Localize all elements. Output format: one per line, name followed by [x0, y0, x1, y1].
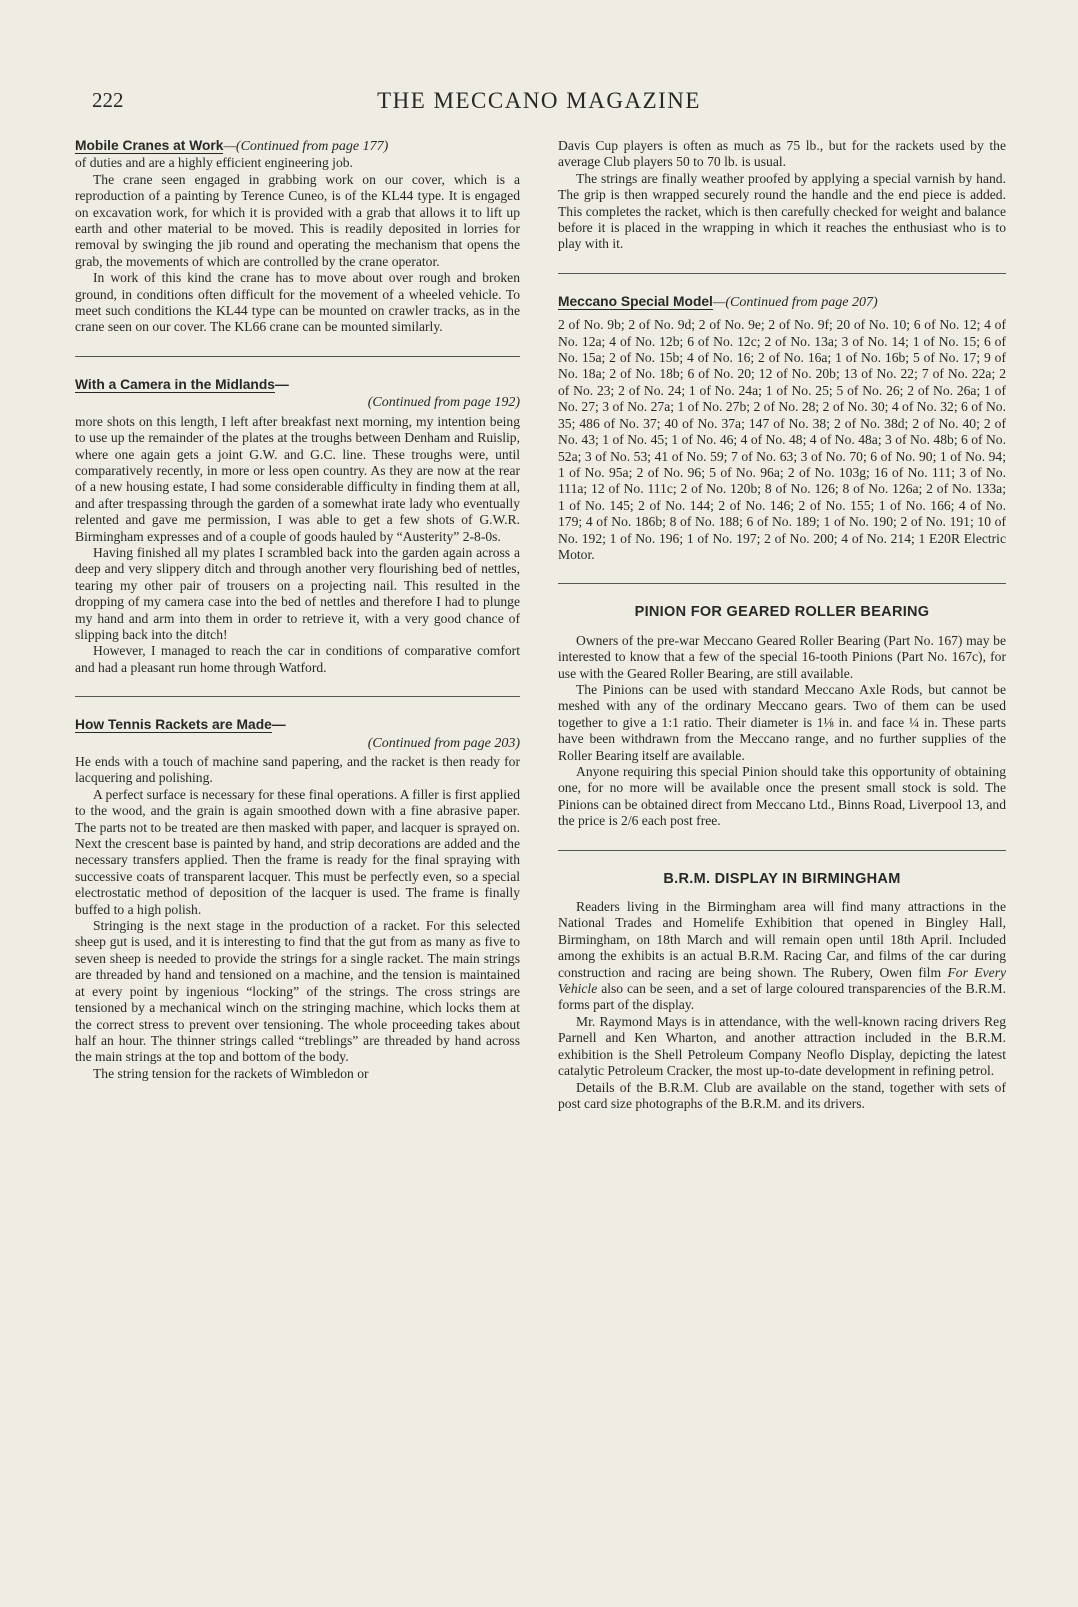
paragraph: Stringing is the next stage in the production of a racket. For this selected sheep gut is used, and it is interesting to find that the gut from as many as five to seven sheep is needed to provide the strings for a single racket. The main strings are threaded by hand and tensioned on a machine, and the tension is maintained at every point by ingenious “locking” of the strings. The cross strings are tensioned by a mechanical winch on the stringing machine, which locks them at the correct stress to prevent over tensioning. The whole proceeding takes about half an hour. The thinner strings called “treblings” are threaded by hand across the main strings at the top and bottom of the body.: [75, 918, 520, 1065]
continued-note: —(Continued from page 207): [712, 294, 878, 310]
paragraph-text: also can be seen, and a set of large coloured transparencies of the B.R.M. forms part of the display.: [558, 981, 1007, 1013]
paragraph: The crane seen engaged in grabbing work on our cover, which is a reproduction of a painting by Terence Cuneo, is of the KL44 type. It is engaged on excavation work, for which it is provided with a grab that allows it to lift up earth and other material to be moved. This is readily deposited in lorries for removal by swinging the jib round and operating the mechanism that opens the grab, the movements of which are controlled by the crane operator.: [75, 171, 520, 269]
magazine-title: THE MECCANO MAGAZINE: [377, 88, 701, 113]
parts-list: 2 of No. 9b; 2 of No. 9d; 2 of No. 9e; 2 of No. 9f; 20 of No. 10; 6 of No. 12; 4 of No. 12a; 4 of No. 12b; 6 of No. 12c; 2 of No. 13a; 3 of No. 14; 1 of No. 15; 6 of No. 15a; 2 of No. 15b; 4 of No. 16; 2 of No. 16a; 1 of No. 16b; 5 of No. 17; 9 of No. 18a; 2 of No. 18b; 6 of No. 20; 12 of No. 20b; 13 of No. 22; 7 of No. 22a; 2 of No. 23; 2 of No. 24; 1 of No. 24a; 1 of No. 25; 5 of No. 26; 2 of No. 26a; 1 of No. 27; 3 of No. 27a; 1 of No. 27b; 2 of No. 28; 2 of No. 30; 4 of No. 32; 6 of No. 35; 486 of No. 37; 40 of No. 37a; 147 of No. 38; 2 of No. 38d; 2 of No. 40; 2 of No. 43; 1 of No. 45; 1 of No. 46; 4 of No. 48; 4 of No. 48a; 3 of No. 48b; 6 of No. 52a; 3 of No. 53; 41 of No. 59; 7 of No. 63; 3 of No. 70; 6 of No. 90; 1 of No. 94; 1 of No. 95a; 2 of No. 96; 5 of No. 96a; 2 of No. 103g; 16 of No. 111; 3 of No. 111a; 12 of No. 111c; 2 of No. 120b; 8 of No. 126; 8 of No. 126a; 2 of No. 133a; 1 of No. 145; 2 of No. 144; 2 of No. 146; 2 of No. 155; 1 of No. 166; 4 of No. 179; 4 of No. 186b; 8 of No. 188; 6 of No. 189; 1 of No. 190; 2 of No. 191; 10 of No. 192; 1 of No. 196; 1 of No. 197; 2 of No. 200; 4 of No. 214; 1 E20R Electric Motor.: [558, 317, 1006, 562]
paragraph: However, I managed to reach the car in conditions of comparative comfort and had a pleasant run home through Watford.: [75, 643, 520, 675]
paragraph-text: Readers living in the Birmingham area will find many attractions in the National Trades and Homelife Exhibition that opened in Bingley Hall, Birmingham, on 18th March and will remain open until 18th April. Included among the exhibits is an actual B.R.M. Racing Car, and films of the car during construction and racing are being shown. The Rubery, Owen film: [558, 899, 1006, 980]
section-divider: [558, 850, 1006, 851]
article-tennis-continued: [558, 138, 1006, 253]
paragraph: Having finished all my plates I scrambled back into the garden again across a deep and very slippery ditch and through another very flourishing bed of nettles, tearing my other pair of trousers on a projecting nail. This resulted in the dropping of my camera case into the bed of nettles and therefore I had to plunge my hand and arm into them in order to retrieve it, with a very good chance of slipping back into the ditch!: [75, 544, 520, 642]
section-title: How Tennis Rackets are Made: [75, 717, 272, 733]
paragraph: Mr. Raymond Mays is in attendance, with the well-known racing drivers Reg Parnell and Ken Wharton, and another attraction included in the B.R.M. exhibition is the Shell Petroleum Company Neoflo Display, depicting the latest catalytic Petroleum Cracker, the most up-to-date development in refining petrol.: [558, 1013, 1006, 1079]
section-heading: [75, 138, 520, 155]
article-mobile-cranes: [75, 138, 520, 336]
paragraph: Anyone requiring this special Pinion should take this opportunity of obtaining one, for no more will be available once the present small stock is sold. The Pinions can be obtained direct from Meccano Ltd., Binns Road, Liverpool 13, and the price is 2/6 each post free.: [558, 764, 1006, 829]
paragraph: Owners of the pre-war Meccano Geared Roller Bearing (Part No. 167) may be interested to know that a few of the special 16-tooth Pinions (Part No. 167c), for use with the Geared Roller Bearing, are still available.: [558, 632, 1006, 681]
paragraph: Davis Cup players is often as much as 75 lb., but for the rackets used by the average Club players 50 to 70 lb. is usual.: [558, 138, 1006, 170]
continued-note: (Continued from page 192): [367, 395, 520, 411]
paragraph: The strings are finally weather proofed by applying a special varnish by hand. The grip is then wrapped securely round the handle and the end piece is added. This completes the racket, which is then carefully checked for weight and balance before it is placed in the wrapping in which it reaches the enthusiast who is to play with it.: [558, 170, 1006, 252]
paragraph: of duties and are a highly efficient engineering job.: [75, 155, 353, 171]
page-number: 222: [92, 88, 124, 112]
continued-note: (Continued from page 203): [367, 735, 520, 751]
section-divider: [75, 696, 520, 697]
article-camera-midlands: [75, 377, 520, 676]
paragraph: In work of this kind the crane has to move about over rough and broken ground, in conditions often difficult for the movement of a wheeled vehicle. To meet such conditions the KL44 type can be mounted on crawler tracks, as in the crane seen on our cover. The KL66 crane can be mounted similarly.: [75, 270, 520, 335]
section-divider: [558, 273, 1006, 274]
film-title: For Every Vehicle: [558, 964, 1007, 997]
article-special-model: [558, 294, 1006, 564]
page-header: [0, 88, 1078, 122]
article-tennis-rackets: [75, 717, 520, 1082]
section-divider: [558, 583, 1006, 584]
paragraph: He ends with a touch of machine sand papering, and the racket is then ready for lacquering and polishing.: [75, 754, 520, 786]
paragraph: The Pinions can be used with standard Meccano Axle Rods, but cannot be meshed with any of the ordinary Meccano gears. Two of them can be used together to give a 1:1 ratio. Their diameter is 1⅛ in. and face ¼ in. These parts have been withdrawn from the Meccano range, and no further supplies of the Roller Bearing itself are available.: [558, 681, 1006, 763]
section-heading: [558, 294, 1006, 311]
paragraph: Details of the B.R.M. Club are available on the stand, together with sets of post card size photographs of the B.R.M. and its drivers.: [558, 1079, 1006, 1111]
section-divider: [75, 356, 520, 357]
paragraph: [558, 899, 1006, 1014]
heading-dash: —: [274, 376, 289, 392]
right-column: [558, 138, 1006, 1112]
paragraph: more shots on this length, I left after breakfast next morning, my intention being to use up the remainder of the plates at the troughs between Denham and Ruislip, where one again gets a joint G.W. and G.C. line. These troughs were, until comparatively recently, in more or less open country. As they are now at the rear of a new housing estate, I had some considerable difficulty in finding them at all, and after trespassing through the garden of a somewhat irate lady who eventually relented and gave me permission, I was able to get a few shots of G.W.R. Birmingham expresses and of a couple of goods hauled by “Austerity” 2-8-0s.: [75, 413, 520, 544]
left-column: [75, 138, 520, 1082]
section-title: B.R.M. DISPLAY IN BIRMINGHAM: [663, 870, 901, 887]
section-heading: [75, 717, 520, 733]
section-title: Mobile Cranes at Work: [75, 138, 224, 153]
paragraph: The string tension for the rackets of Wimbledon or: [93, 1065, 369, 1081]
continued-note: —(Continued from page 177): [223, 139, 389, 154]
article-pinion: [558, 604, 1006, 829]
heading-dash: —: [271, 717, 286, 733]
section-heading: [75, 377, 520, 393]
article-brm: [558, 871, 1006, 1113]
section-title: With a Camera in the Midlands: [75, 376, 275, 392]
section-title: PINION FOR GEARED ROLLER BEARING: [634, 604, 930, 621]
paragraph: A perfect surface is necessary for these final operations. A filler is first applied to the wood, and the grain is again smoothed down with a fine abrasive paper. The parts not to be treated are then masked with paper, and lacquer is sprayed on. Next the crescent base is painted by hand, and strip decorations are added and the necessary transfers applied. Then the frame is ready for the final spraying with successive coats of transparent lacquer. This must be perfectly even, so a special electrostatic method of deposition of the lacquer is used. The frame is finally buffed to a high polish.: [75, 786, 520, 917]
section-title: Meccano Special Model: [558, 293, 713, 309]
